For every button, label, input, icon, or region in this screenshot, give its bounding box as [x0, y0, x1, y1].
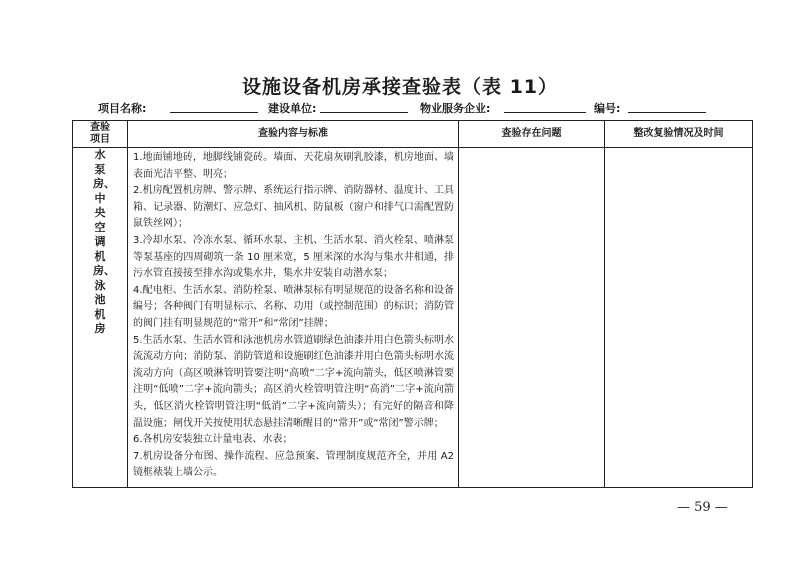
- content-item: 2.机房配置机房牌、警示牌、系统运行指示牌、消防器材、温度计、工具箱、记录器、防潮灯、应急灯、抽风机、防鼠板（窗户和排气口需配置防鼠铁丝网）；: [133, 185, 454, 230]
- table-header-row: [73, 121, 753, 148]
- builder-field[interactable]: [320, 112, 408, 113]
- item-cell: [73, 148, 128, 488]
- header-issues: 查验存在问题: [459, 121, 605, 148]
- table-row: [73, 148, 753, 488]
- property-company-field[interactable]: [504, 112, 586, 113]
- number-field[interactable]: [628, 112, 706, 113]
- header-item: 查验项目: [73, 121, 128, 148]
- property-company-label: 物业服务企业:: [420, 102, 491, 115]
- header-content: 查验内容与标准: [128, 121, 459, 148]
- content-cell: [128, 148, 459, 488]
- header-fields: [98, 100, 738, 114]
- issues-cell[interactable]: [459, 148, 605, 488]
- builder-label: 建设单位:: [268, 102, 317, 115]
- content-item: 3.冷却水泵、冷冻水泵、循环水泵、主机、生活水泵、消火栓泵、喷淋泵等泵基座的四周砌筑一条 10 厘米宽，5 厘米深的水沟与集水井相通，排污水管直接接至排水沟或集水井，集水井安装自动潜水泵；: [133, 234, 454, 280]
- content-item: 4.配电柜、生活水泵、消防栓泵、喷淋泵标有明显规范的设备名称和设备编号；各种阀门有明显标示、名称、功用（或控制范围）的标识；消防管的阀门挂有明显规范的“常开”和“常闭”挂牌；: [133, 284, 454, 329]
- content-item: 7.机房设备分布图、操作流程、应急预案、管理制度规范齐全，并用 A2 镜框裱装上墙公示。: [133, 450, 454, 479]
- inspection-table: [72, 120, 753, 488]
- rectification-cell[interactable]: [605, 148, 753, 488]
- number-label: 编号:: [594, 102, 621, 115]
- project-name-field[interactable]: [170, 112, 258, 113]
- project-name-label: 项目名称:: [98, 102, 147, 115]
- content-item: 5.生活水泵、生活水管和泳池机房水管道刷绿色油漆并用白色箭头标明水流流动方向；消防泵、消防管道和设施刷红色油漆并用白色箭头标明水流流动方向（高区喷淋管明管要注明“高喷”二字+流向箭头，低区喷淋管要注明“低喷”二字+流向箭头；高区消火栓管明管注明“高消”二字+流向箭头，低区消火栓管明管注明“低消”二字+流向箭头）；有完好的隔音和降温设施；闸伐开关按使用状态悬挂清晰醒目的“常开”或“常闭”警示牌；: [133, 334, 454, 429]
- item-label: 水泵房、中央空调机房、泳池机房: [93, 148, 115, 335]
- page-number: — 59 —: [677, 500, 728, 515]
- header-rectification: 整改复验情况及时间: [605, 121, 753, 148]
- content-item: 1.地面铺地砖，地脚线铺瓷砖。墙面、天花扇灰刷乳胶漆，机房地面、墙表面光洁平整、明亮；: [133, 152, 454, 180]
- content-item: 6.各机房安装独立计量电表、水表；: [133, 434, 293, 446]
- document-title: 设施设备机房承接查验表（表 11）: [241, 76, 559, 98]
